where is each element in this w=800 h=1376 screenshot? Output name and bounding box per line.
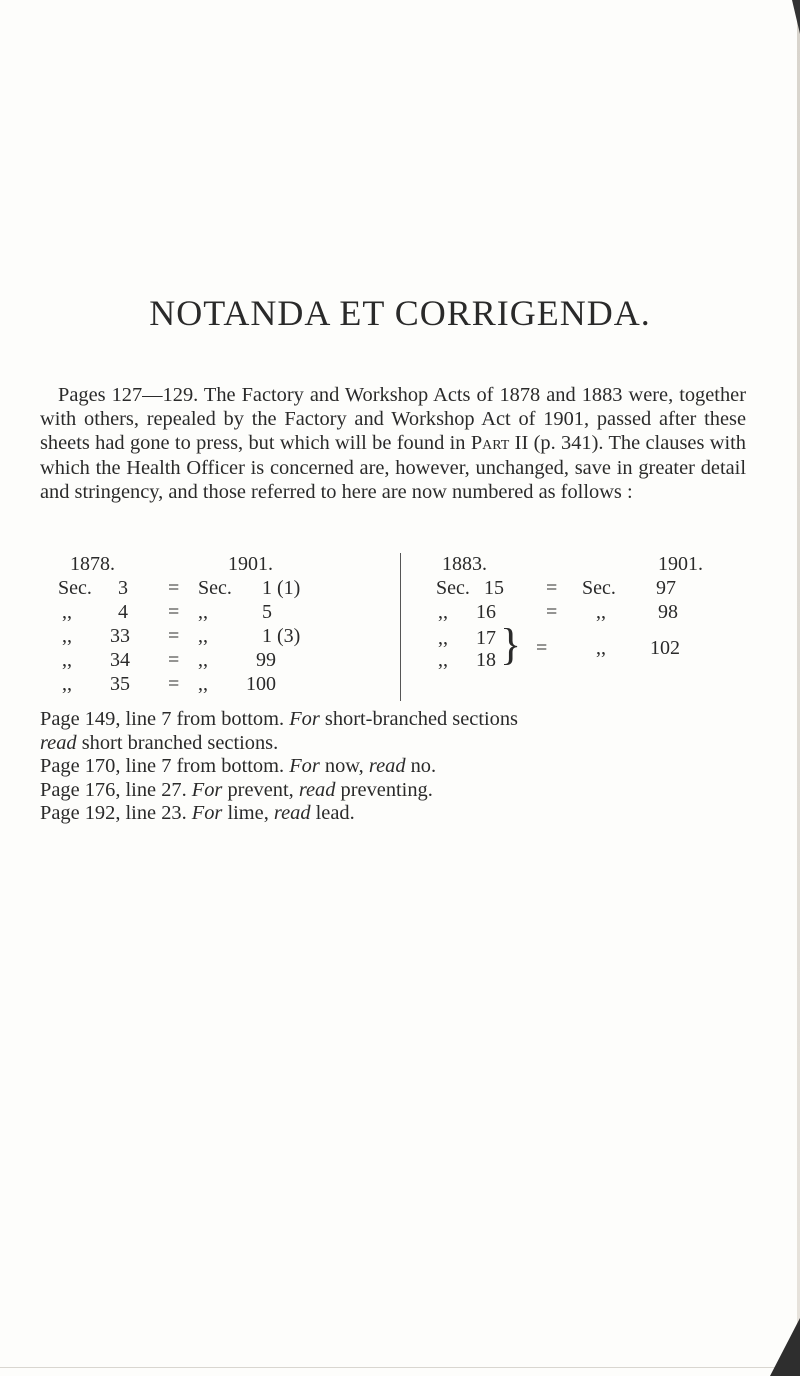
erratum-continuation: [40, 732, 760, 756]
row-1901-sec: 97: [656, 577, 676, 599]
erratum-read-text: short branched sections.: [76, 731, 279, 754]
row-1878-sec: 33: [110, 625, 130, 647]
erratum-read-word: read: [40, 731, 77, 754]
erratum-location: Page 149, line 7 from bottom.: [40, 708, 290, 730]
row-prefix-2: Sec.: [582, 577, 616, 599]
row-prefix: ,,: [62, 625, 72, 647]
row-1883-sec: 18: [476, 649, 496, 671]
erratum-for-word: For: [289, 755, 320, 778]
intro-text-part-2: II (p. 341). The clauses with which the Health Officer is concerned are, however, unchanged, save in greater detail and stringency, and those referred to here are now numbered as follows :: [40, 432, 746, 503]
row-1901-sec: 102: [650, 637, 680, 659]
row-prefix: Sec.: [58, 577, 92, 599]
row-1901-sec: 1 (3): [262, 625, 301, 647]
row-1878-sec: 3: [118, 577, 128, 599]
row-prefix-2: ,,: [198, 673, 208, 695]
erratum-read-word: read: [368, 755, 406, 778]
erratum-for-word: For: [289, 708, 320, 730]
intro-part-label: Part: [470, 432, 510, 455]
row-prefix-2: ,,: [198, 649, 208, 671]
row-equals: =: [168, 577, 180, 599]
row-prefix: ,,: [62, 601, 72, 623]
row-prefix-2: ,,: [198, 625, 208, 647]
row-equals: =: [168, 673, 180, 695]
row-equals: =: [168, 601, 180, 623]
errata-list: [40, 708, 760, 826]
row-1901-sec: 98: [658, 601, 678, 623]
intro-text: [40, 383, 746, 504]
row-equals: =: [536, 637, 548, 659]
row-1878-sec: 34: [110, 649, 130, 671]
row-prefix: ,,: [62, 673, 72, 695]
erratum-item: [40, 779, 760, 803]
erratum-item: [40, 755, 760, 779]
page-corner-bottom-right: [770, 1318, 800, 1376]
row-equals: =: [168, 625, 180, 647]
erratum-for-text: short-branched sections: [319, 708, 518, 730]
row-equals: =: [168, 649, 180, 671]
erratum-location: Page 176, line 27.: [40, 778, 192, 801]
intro-text-part-1: Pages 127—129. The Factory and Workshop Acts of 1878 and 1883 were, together with others, repealed by the Factory and Workshop Act of 1901, passed after these sheets had gone to press, but which will be found in: [40, 384, 746, 455]
erratum-for-text: lime,: [222, 802, 274, 825]
row-prefix: ,,: [62, 649, 72, 671]
erratum-for-word: For: [191, 778, 223, 801]
erratum-read-text: lead.: [310, 802, 355, 825]
row-1883-sec: 17: [476, 627, 496, 649]
row-1878-sec: 4: [118, 601, 128, 623]
header-1878: 1878.: [70, 553, 115, 575]
row-1901-sec: 5: [262, 601, 272, 623]
row-prefix: Sec.: [436, 577, 470, 599]
erratum-read-text: preventing.: [335, 778, 433, 801]
row-1883-sec: 16: [476, 601, 496, 623]
row-equals: =: [546, 601, 558, 623]
erratum-for-text: prevent,: [222, 778, 299, 801]
row-1901-sec: 1 (1): [262, 577, 301, 599]
page-title: NOTANDA ET CORRIGENDA.: [149, 293, 651, 333]
row-prefix-2: ,,: [596, 637, 606, 659]
row-prefix: ,,: [438, 627, 448, 649]
header-1901: 1901.: [658, 553, 703, 575]
section-concordance: [58, 553, 738, 703]
row-prefix: ,,: [438, 649, 448, 671]
row-prefix: ,,: [438, 601, 448, 623]
erratum-for-word: For: [191, 802, 223, 825]
row-equals: =: [546, 577, 558, 599]
row-prefix-2: ,,: [198, 601, 208, 623]
row-1901-sec: 99: [256, 649, 276, 671]
header-1883: 1883.: [442, 553, 487, 575]
erratum-read-text: no.: [405, 755, 437, 778]
erratum-read-word: read: [298, 778, 336, 801]
brace-glyph: }: [500, 620, 522, 669]
table-divider: [400, 553, 401, 701]
erratum-read-word: read: [273, 802, 311, 825]
intro-paragraph: [40, 383, 746, 504]
row-prefix-2: Sec.: [198, 577, 232, 599]
erratum-item: [40, 802, 760, 826]
page-edge-bottom: [0, 1367, 800, 1368]
erratum-location: Page 192, line 23.: [40, 802, 192, 825]
erratum-for-text: now,: [319, 755, 369, 778]
row-1883-sec: 15: [484, 577, 504, 599]
erratum-item: [40, 708, 760, 732]
row-1901-sec: 100: [246, 673, 276, 695]
page-corner-top-right: [792, 0, 800, 34]
row-prefix-2: ,,: [596, 601, 606, 623]
header-1901: 1901.: [228, 553, 273, 575]
row-1878-sec: 35: [110, 673, 130, 695]
erratum-location: Page 170, line 7 from bottom.: [40, 755, 290, 778]
